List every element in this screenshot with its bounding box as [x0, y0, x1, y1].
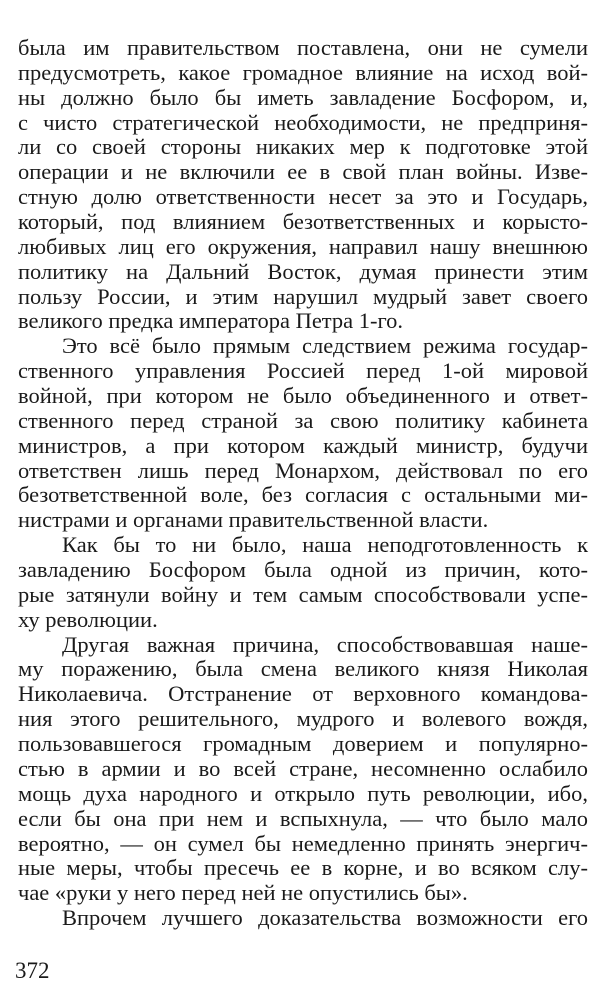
paragraph — [18, 334, 588, 533]
text-line: ния этого решительного, мудрого и волевого вождя, — [18, 706, 588, 732]
text-line: министров, а при котором каждый министр, будучи — [18, 432, 588, 458]
page-body — [18, 36, 588, 931]
text-line: стную долю ответственности несет за это и Государь, — [18, 184, 588, 210]
text-line: Николаевича. Отстранение от верховного командова- — [18, 681, 588, 707]
text-line: пользу России, и этим нарушил мудрый завет своего — [18, 283, 588, 309]
text-line: ху революции. — [18, 606, 158, 632]
text-line: Это всё было прямым следствием режима государ- — [62, 333, 588, 359]
text-line: Как бы то ни было, наша неподготовленность к — [62, 532, 588, 558]
text-line: Другая важная причина, способствовавшая наше- — [62, 631, 588, 657]
text-line: Впрочем лучшего доказательства возможности его — [62, 905, 588, 931]
text-line: была им правительством поставлена, они не сумели — [18, 35, 588, 60]
text-line: операции и не включили ее в свой план войны. Изве- — [18, 159, 588, 185]
text-line: великого предка императора Петра 1-го. — [18, 308, 404, 334]
text-line: завладению Босфором была одной из причин, кото- — [18, 557, 588, 583]
text-line: му поражению, была смена великого князя Николая — [18, 656, 588, 682]
text-line: который, под влиянием безответственных и корысто- — [18, 209, 588, 235]
text-line: политику на Дальний Восток, думая принести этим — [18, 258, 588, 284]
text-line: ли со своей стороны никаких мер к подготовке этой — [18, 134, 588, 160]
text-line: войной, при котором не было объединенного и ответ- — [18, 383, 588, 409]
paragraph — [18, 906, 588, 931]
text-line: если бы она при нем и вспыхнула, — что было мало — [18, 805, 588, 831]
text-line: ственного управления Россией перед 1-ой мировой — [18, 358, 588, 384]
paragraph — [18, 533, 588, 632]
text-line: ны должно было бы иметь завладение Босфором, и, — [18, 84, 588, 110]
text-line: пользовавшегося громадным доверием и популярно- — [18, 731, 588, 757]
text-line: ственного перед страной за свою политику кабинета — [18, 407, 588, 433]
text-line: вероятно, — он сумел бы немедленно принять энергич- — [18, 830, 588, 856]
text-line: чае «руки у него перед ней не опустились бы». — [18, 880, 468, 906]
paragraph — [18, 36, 588, 334]
text-line: нистрами и органами правительственной власти. — [18, 507, 489, 533]
text-line: ные меры, чтобы пресечь ее в корне, и во всяком слу- — [18, 855, 588, 881]
text-line: рые затянули войну и тем самым способствовали успе- — [18, 581, 588, 607]
text-line: ответствен лишь перед Монархом, действовал по его — [18, 457, 588, 483]
text-line: безответственной воле, без согласия с остальными ми- — [18, 482, 588, 508]
text-line: мощь духа народного и открыло путь революции, ибо, — [18, 780, 588, 806]
paragraph — [18, 633, 588, 906]
text-line: с чисто стратегической необходимости, не предприня- — [18, 109, 588, 135]
page-number: 372 — [15, 958, 50, 983]
text-line: предусмотреть, какое громадное влияние на исход вой- — [18, 59, 588, 85]
text-line: любивых лиц его окружения, направил нашу внешнюю — [18, 233, 588, 259]
text-line: стью в армии и во всей стране, несомненно ослабило — [18, 755, 588, 781]
